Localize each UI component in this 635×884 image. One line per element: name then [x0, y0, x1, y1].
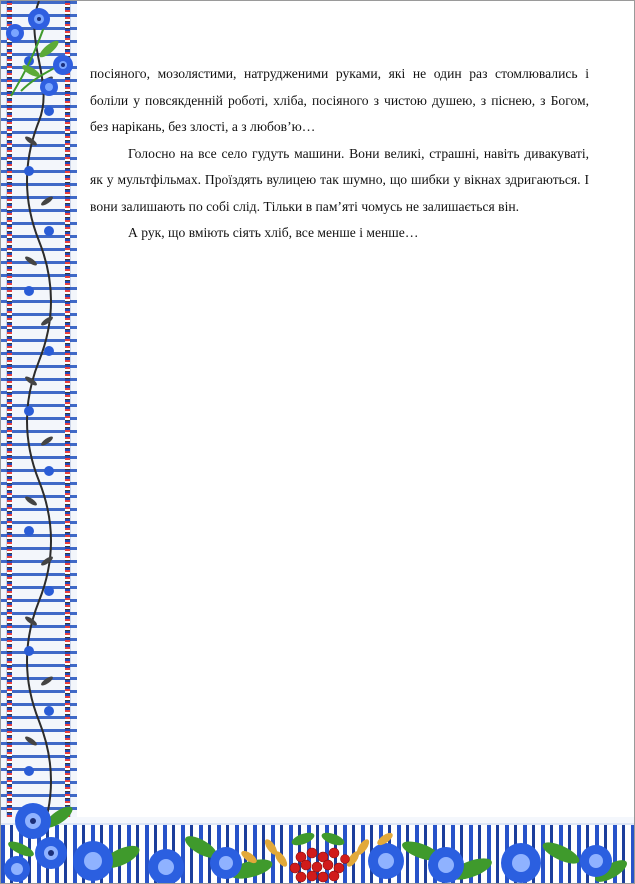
- embroidery-band-left: [7, 1, 12, 884]
- paragraph-3: А рук, що вміють сіять хліб, все менше і менше…: [128, 225, 419, 240]
- paragraph-2: Голосно на все село гудуть машини. Вони великі, страшні, навіть дивакуваті, як у мультфільмах. Проїздять вулицею так шумно, що шибки у вікнах здригаються. І вони залишають по собі слід. Тільки в пам’яті чомусь не залишається він.: [90, 145, 589, 214]
- paragraph-1: посіяного, мозолястими, натрудженими руками, які не один раз стомлювались і боліли у повсякденній роботі, хліба, посіяного з чистою душею, з піснею, з Богом, без нарікань, без злості, а з любов’ю…: [90, 66, 589, 134]
- left-embroidery-border: [1, 1, 77, 884]
- document-body: [90, 61, 589, 247]
- cornflower-bouquet-icon: [1, 1, 83, 101]
- blue-flowers-corner-icon: [1, 787, 85, 884]
- embroidery-band-right: [65, 1, 70, 884]
- petrykivka-floral-band-icon: [1, 817, 635, 884]
- vine-ornament-icon: [17, 1, 61, 884]
- bottom-floral-border: [1, 817, 635, 884]
